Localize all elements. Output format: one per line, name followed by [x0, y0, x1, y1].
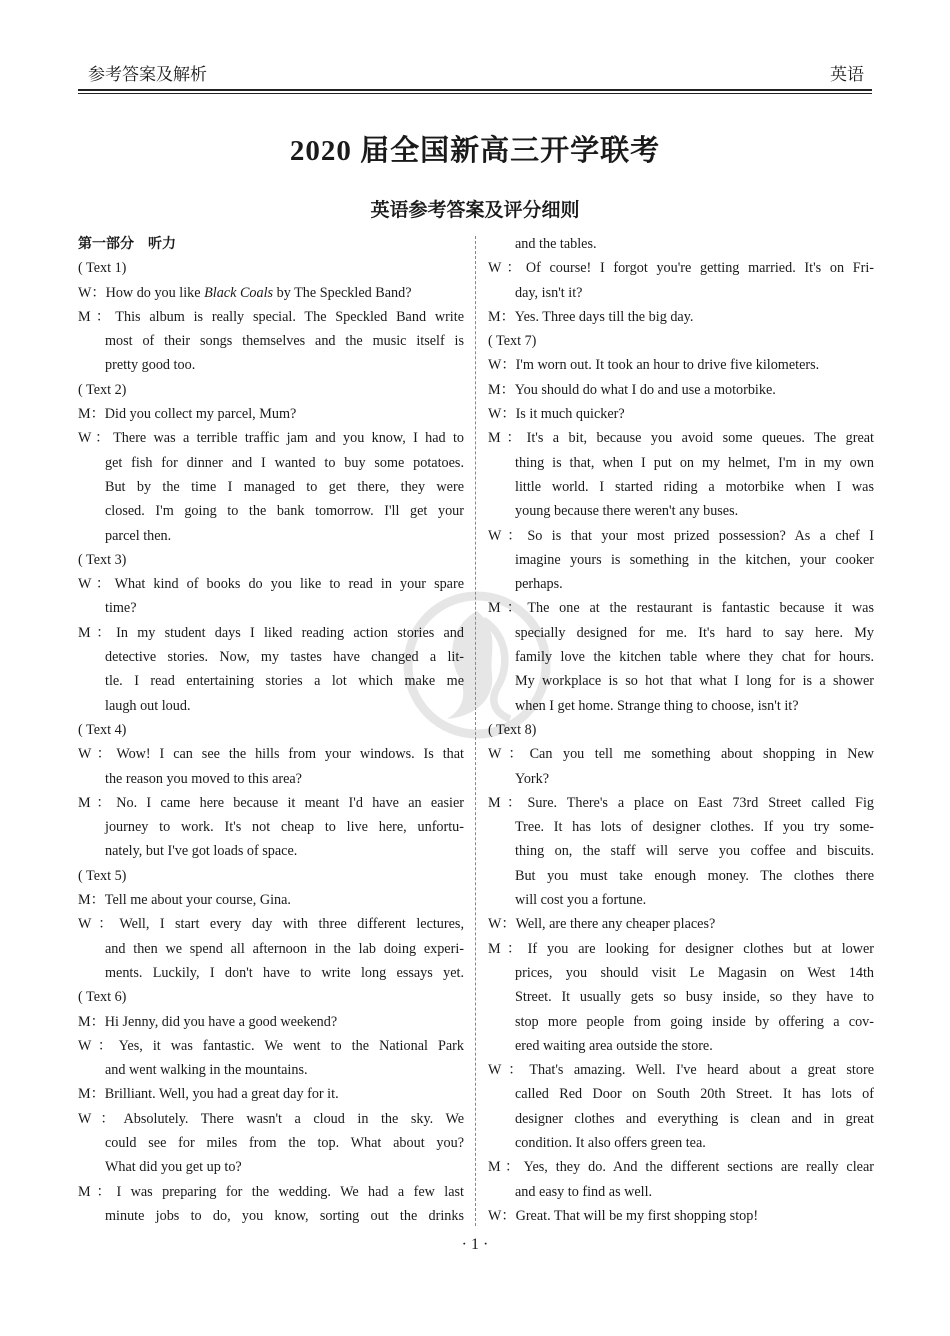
text-line: ( Text 4): [78, 721, 127, 738]
text-line: ments. Luckily, I don't have to write long essays yet.: [105, 964, 464, 981]
right-column: [488, 232, 874, 1228]
text-line: detective stories. Now, my tastes have changed a lit-: [105, 649, 464, 666]
text-line: W：How do you like Black Coals by The Speckled Band?: [78, 284, 412, 301]
text-line: ( Text 8): [488, 721, 537, 738]
text-line: M：Yes. Three days till the big day.: [488, 308, 694, 325]
text-line: W：I'm worn out. It took an hour to drive five kilometers.: [488, 357, 820, 374]
text-line: minute jobs to do, you know, sorting out the drinks: [105, 1207, 464, 1224]
text-line: W：Is it much quicker?: [488, 406, 625, 423]
text-line: Tree. It has lots of designer clothes. If you try some-: [515, 819, 874, 836]
text-line: and then we spend all afternoon in the lab doing experi-: [105, 940, 464, 957]
text-line: Street. It usually gets so busy inside, so they have to: [515, 989, 874, 1006]
column-divider: [475, 236, 476, 1226]
header-rule-thick: [78, 89, 872, 91]
text-line: parcel then.: [105, 527, 172, 544]
text-line: condition. It also offers green tea.: [515, 1134, 706, 1151]
text-line: and went walking in the mountains.: [105, 1062, 308, 1079]
text-line: W：Absolutely. There wasn't a cloud in the sky. We: [78, 1110, 464, 1127]
text-line: imagine yours is something in the kitchen, your cooker: [515, 551, 874, 568]
text-line: M：I was preparing for the wedding. We had a few last: [78, 1183, 464, 1200]
text-line: ( Text 2): [78, 381, 127, 398]
text-line: W：What kind of books do you like to read in your spare: [78, 576, 464, 593]
text-line: But by the time I managed to get there, they were: [105, 478, 464, 495]
text-line: W：Yes, it was fantastic. We went to the National Park: [78, 1037, 464, 1054]
text-line: York?: [515, 770, 550, 787]
header-right: 英语: [830, 65, 864, 84]
text-line: ( Text 3): [78, 551, 127, 568]
text-line: W：Of course! I forgot you're getting married. It's on Fri-: [488, 260, 874, 277]
text-line: thing is that, when I put on my helmet, I'm in my own: [515, 454, 874, 471]
text-line: M：In my student days I liked reading action stories and: [78, 624, 464, 641]
text-line: called Red Door on South 20th Street. It has lots of: [515, 1086, 874, 1103]
text-line: What did you get up to?: [105, 1159, 242, 1176]
page-subtitle: 英语参考答案及评分细则: [370, 199, 580, 221]
text-line: pretty good too.: [105, 357, 196, 374]
page-number: · 1 ·: [461, 1236, 489, 1253]
text-line: young because there weren't any buses.: [515, 503, 739, 520]
running-header: [78, 60, 872, 86]
text-line: closed. I'm going to the bank tomorrow. I'll get your: [105, 503, 464, 520]
text-line: designer clothes and everything is clean and in great: [515, 1110, 874, 1127]
text-line: and easy to find as well.: [515, 1183, 653, 1200]
text-line: little world. I started riding a motorbike when I was: [515, 478, 874, 495]
text-line: W：There was a terrible traffic jam and you know, I had to: [78, 430, 464, 447]
text-line: family love the kitchen table where they chat for hours.: [515, 649, 874, 666]
text-line: the reason you moved to this area?: [105, 770, 302, 787]
text-line: M：The one at the restaurant is fantastic because it was: [488, 600, 874, 617]
text-line: journey to work. It's not cheap to live here, unfortu-: [105, 819, 464, 836]
text-line: M：You should do what I do and use a motorbike.: [488, 381, 776, 398]
text-line: ( Text 5): [78, 867, 127, 884]
text-line: M：Brilliant. Well, you had a great day for it.: [78, 1086, 339, 1103]
text-line: could see for miles from the top. What about you?: [105, 1134, 464, 1151]
text-line: most of their songs themselves and the music itself is: [105, 333, 464, 350]
text-line: tle. I read entertaining stories a lot which make me: [105, 673, 464, 690]
text-line: W：Well, are there any cheaper places?: [488, 916, 716, 933]
text-line: W：Wow! I can see the hills from your windows. Is that: [78, 746, 464, 763]
header-left: 参考答案及解析: [88, 65, 207, 84]
text-line: get fish for dinner and I wanted to buy some potatoes.: [105, 454, 464, 471]
text-line: My workplace is so hot that what I long for is a shower: [515, 673, 874, 690]
text-line: M：This album is really special. The Speckled Band write: [78, 308, 464, 325]
text-line: M：No. I came here because it meant I'd have an easier: [78, 794, 464, 811]
text-line: W：Well, I start every day with three different lectures,: [78, 916, 464, 933]
text-line: day, isn't it?: [515, 284, 583, 301]
text-line: M：Did you collect my parcel, Mum?: [78, 406, 297, 423]
text-line: ( Text 6): [78, 989, 127, 1006]
text-line: But you must take enough money. The clothes there: [515, 867, 874, 884]
text-line: nately, but I've got loads of space.: [105, 843, 298, 860]
text-line: stop more people from going inside by offering a cov-: [515, 1013, 874, 1030]
text-line: time?: [105, 600, 137, 617]
text-line: W：So is that your most prized possession? As a chef I: [488, 527, 874, 544]
text-line: M：Sure. There's a place on East 73rd Street called Fig: [488, 794, 874, 811]
text-line: when I get home. Strange thing to choose, isn't it?: [515, 697, 799, 714]
text-line: will cost you a fortune.: [515, 892, 647, 909]
text-line: and the tables.: [515, 236, 597, 252]
text-line: M：It's a bit, because you avoid some queues. The great: [488, 430, 874, 447]
text-line: W：Can you tell me something about shopping in New: [488, 746, 874, 763]
text-line: M：Hi Jenny, did you have a good weekend?: [78, 1013, 338, 1030]
text-line: ered waiting area outside the store.: [515, 1037, 713, 1054]
text-line: W：Great. That will be my first shopping stop!: [488, 1207, 759, 1224]
text-line: perhaps.: [515, 576, 563, 593]
left-column: [78, 232, 464, 1228]
text-line: M：Yes, they do. And the different sections are really clear: [488, 1159, 874, 1176]
text-line: M：If you are looking for designer clothes but at lower: [488, 940, 874, 957]
text-line: ( Text 7): [488, 333, 537, 350]
page-title: 2020 届全国新高三开学联考: [289, 135, 661, 167]
text-line: M：Tell me about your course, Gina.: [78, 892, 291, 909]
text-line: specially designed for me. It's hard to say here. My: [515, 624, 874, 641]
text-line: W：That's amazing. Well. I've heard about a great store: [488, 1062, 874, 1079]
text-line: 第一部分 听力: [78, 236, 176, 252]
text-line: ( Text 1): [78, 260, 127, 277]
text-line: laugh out loud.: [105, 697, 191, 714]
text-line: prices, you should visit Le Magasin on West 14th: [515, 964, 874, 981]
header-rule-thin: [78, 93, 872, 94]
text-line: thing on, the staff will serve you coffee and biscuits.: [515, 843, 874, 860]
